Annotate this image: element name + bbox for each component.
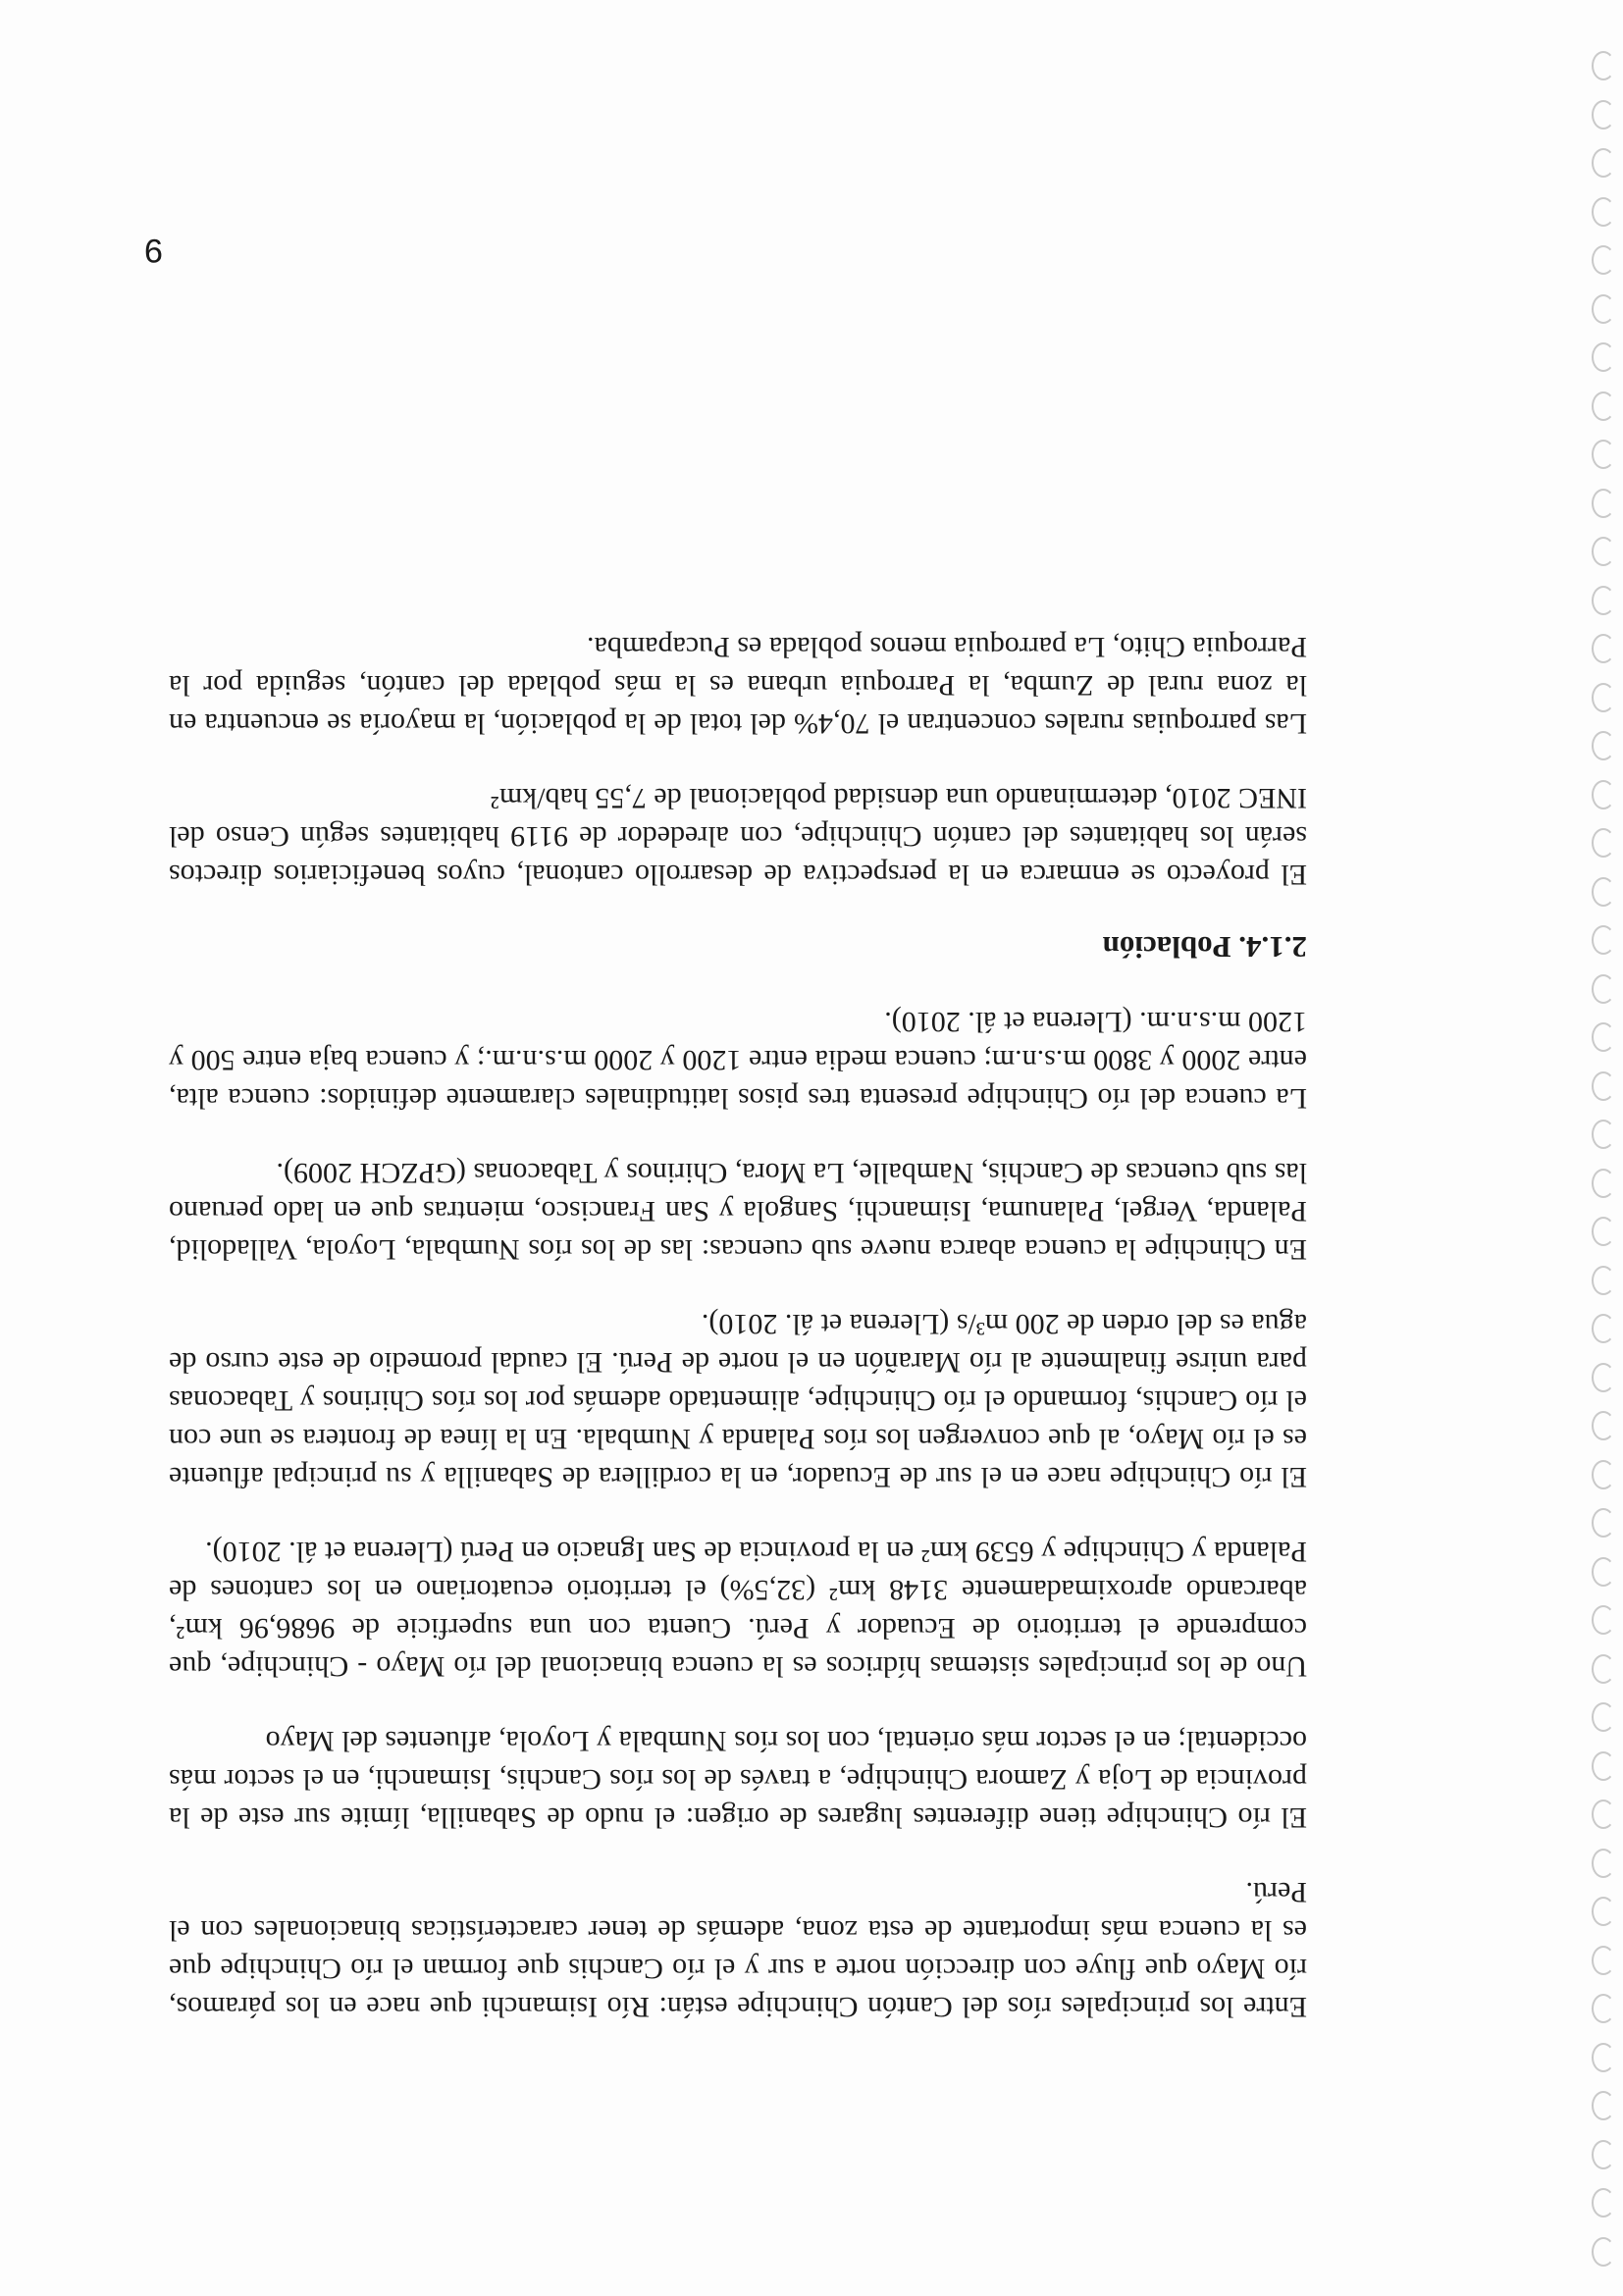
document-body — [169, 592, 1307, 2026]
binder-ring — [1592, 1460, 1615, 1489]
binder-ring — [1592, 1898, 1615, 1927]
binder-ring — [1592, 2092, 1615, 2121]
binder-ring — [1592, 2189, 1615, 2218]
binder-ring — [1592, 343, 1615, 373]
binder-ring — [1592, 1751, 1615, 1781]
binder-ring — [1592, 1169, 1615, 1198]
binder-ring — [1592, 149, 1615, 179]
binder-ring — [1592, 683, 1615, 712]
binder-ring — [1592, 1703, 1615, 1733]
binder-ring — [1592, 1800, 1615, 1830]
binder-ring — [1592, 2140, 1615, 2169]
binder-ring — [1592, 1023, 1615, 1053]
binder-ring — [1592, 2237, 1615, 2267]
binder-ring — [1592, 1266, 1615, 1295]
binder-ring — [1592, 197, 1615, 227]
binder-ring — [1592, 1121, 1615, 1150]
binder-ring — [1592, 780, 1615, 809]
paragraph-altitude-levels: La cuenca del río Chinchipe presenta tres pisos latitudinales claramente definidos: cuenca alta, entre 2000 y 3800 m.s.n.m; cuenca media entre 1200 y 2000 m.s.n.m.; y cuenca baja entre 500 y 1200 m.s.n.m. (Llerena et ál. 2010). — [169, 1006, 1307, 1115]
binder-ring — [1592, 100, 1615, 130]
binder-ring — [1592, 1315, 1615, 1344]
paragraph-rivers: Entre los principales ríos del Cantón Chinchipe están: Río Isimanchi que nace en los páramos, río Mayo que fluye con dirección norte a sur y el río Canchis que forman el río Chinchipe que es la cuenca más importante de esta zona, además de tener características binacionales con el Perú. — [169, 1876, 1307, 2023]
binder-ring — [1592, 586, 1615, 615]
binder-ring — [1592, 732, 1615, 761]
binder-ring — [1592, 829, 1615, 859]
paragraph-population: El proyecto se enmarca en la perspectiva de desarrollo cantonal, cuyos beneficiarios directos serán los habitantes del cantón Chinchipe, con alrededor de 9119 habitantes según Censo del INEC 2010, determinando una densidad poblacional de 7,55 hab/km² — [169, 782, 1307, 891]
binder-ring — [1592, 877, 1615, 907]
binder-ring — [1592, 1946, 1615, 1975]
binder-ring — [1592, 974, 1615, 1004]
binder-ring — [1592, 246, 1615, 276]
binder-holes — [1580, 29, 1615, 2267]
binder-ring — [1592, 1606, 1615, 1636]
binder-ring — [1592, 1995, 1615, 2024]
binder-ring — [1592, 52, 1615, 81]
binder-ring — [1592, 489, 1615, 518]
section-heading: 2.1.4. Población — [1102, 930, 1307, 965]
binder-ring — [1592, 1509, 1615, 1539]
binder-ring — [1592, 538, 1615, 567]
binder-ring — [1592, 1363, 1615, 1392]
page-number: 9 — [144, 232, 163, 269]
paragraph-chinchipe-course: El río Chinchipe nace en el sur de Ecuador, en la cordillera de Sabanilla y su principal afluente es el río Mayo, al que convergen los ríos Palanda y Numbala. En la línea de frontera se une con el río Canchis, formando el río Chinchipe, alimentado además por los ríos Chirinos y Tabaconas para unirse finalmente al río Marañón en el norte de Perú. El caudal promedio de este curso de agua es del orden de 200 m³/s (Llerena et ál. 2010). — [169, 1308, 1307, 1493]
binder-ring — [1592, 1654, 1615, 1684]
binder-ring — [1592, 1218, 1615, 1247]
paragraph-rural-parishes: Las parroquias rurales concentran el 70,4% del total de la población, la mayoría se encuentra en la zona rural de Zumba, la Parroquia urbana es la más poblada del cantón, seguida por la Parroquia Chito, La parroquia menos poblada es Pucapamba. — [169, 631, 1307, 740]
binder-ring — [1592, 1849, 1615, 1878]
paragraph-chinchipe-origin: El río Chinchipe tiene diferentes lugares de origen: el nudo de Sabanilla, límite sur este de la provincia de Loja y Zamora Chinchipe, a través de los ríos Canchis, Isimanchi, en el sector más occidental; en el sector más oriental, con los ríos Numbala y Loyola, afluentes del Mayo — [169, 1725, 1307, 1834]
binder-ring — [1592, 1071, 1615, 1101]
paragraph-sub-basins: En Chinchipe la cuenca abarca nueve sub cuencas: las de los ríos Numbala, Loyola, Valladolid, Palanda, Vergel, Palanuma, Isimanchi, Sangola y San Francisco, mientras que en lado peruano las sub cuencas de Canchis, Namballe, La Mora, Chirinos y Tabaconas (GPZCH 2009). — [169, 1157, 1307, 1266]
binder-ring — [1592, 2043, 1615, 2072]
binder-ring — [1592, 635, 1615, 664]
binder-ring — [1592, 294, 1615, 324]
binder-ring — [1592, 391, 1615, 421]
binder-ring — [1592, 926, 1615, 956]
binder-ring — [1592, 1412, 1615, 1441]
paragraph-binational-basin: Uno de los principales sistemas hídricos es la cuenca binacional del río Mayo - Chinchipe, que comprende el territorio de Ecuador y Perú. Cuenta con una superficie de 9686,96 km², abarcando aproximadamente 3148 km² (32,5%) el territorio ecuatoriano en los cantones de Palanda y Chinchipe y 6539 km² en la provincia de San Ignacio en Perú (Llerena et ál. 2010). — [169, 1536, 1307, 1683]
binder-ring — [1592, 1557, 1615, 1587]
binder-ring — [1592, 441, 1615, 470]
